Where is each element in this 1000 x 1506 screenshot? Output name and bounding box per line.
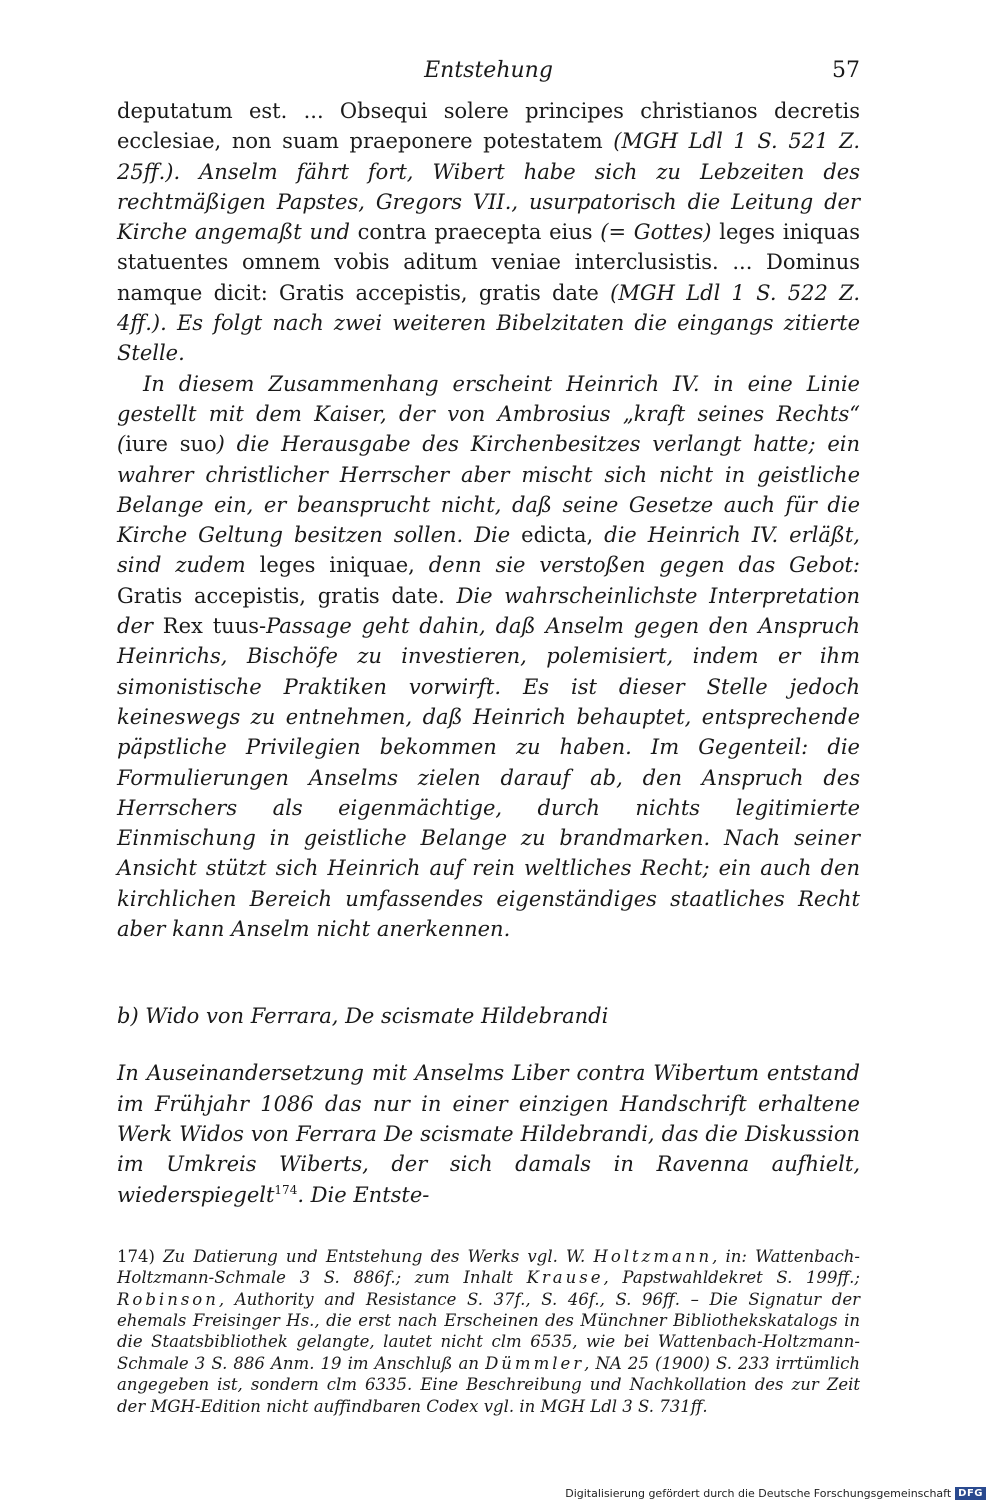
section-heading: b) Wido von Ferrara, De scismate Hildebrandi	[117, 1004, 609, 1029]
author-name: Krause	[526, 1268, 604, 1288]
text-run: Gratis accepistis, gratis date.	[117, 583, 457, 608]
page-number: 57	[832, 58, 860, 83]
running-head-title: Entstehung	[424, 58, 553, 83]
text-run: 174)	[117, 1246, 164, 1266]
book-page	[117, 58, 860, 1488]
text-run: Zu Datierung und Entstehung des Werks vgl. W.	[163, 1246, 594, 1266]
paragraph	[117, 96, 860, 369]
text-run: (= Gottes)	[600, 220, 720, 245]
author-name: Robinson	[117, 1289, 219, 1309]
section-paragraph-tail: . Die Entste-	[297, 1182, 430, 1207]
text-run: ) die Herausgabe des Kirchenbesitzes verlangt hatte; ein wahrer christlicher Herrscher aber mischt sich nicht in geistliche Belange ein, er beansprucht nicht, daß seine Gesetze auch für die Kirche Geltung besitzen sollen. Die	[117, 432, 860, 548]
text-run: contra praecepta eius	[357, 220, 601, 245]
author-name: Holtzmann	[593, 1246, 713, 1266]
text-run: leges iniquas statuentes omnem vobis aditum veniae interclusistis. ... Dominus namque dicit: Gratis accepistis, gratis date	[117, 220, 860, 305]
text-run: , Authority and Resistance S. 37f., S. 46f., S. 96ff. – Die Signatur der ehemals Freisinger Hs., die erst nach Erscheinen des Münchner Bibliothekskatalogs in die Staatsbibliothek gelangte, lautet nicht clm 6535, wie bei Wattenbach-Holtzmann-Schmale 3 S. 886 Anm. 19 im Anschluß an	[117, 1289, 860, 1373]
footnote-reference[interactable]: 174	[274, 1182, 298, 1197]
main-text	[117, 96, 860, 1210]
section-paragraph-text: In Auseinandersetzung mit Anselms Liber contra Wibertum entstand im Frühjahr 1086 das nur in einer einzigen Handschrift erhaltene Werk Widos von Ferrara De scismate Hildebrandi, das die Diskussion im Umkreis Wiberts, der sich damals in Ravenna aufhielt, wiederspiegelt	[117, 1061, 860, 1207]
digitization-notice-text: Digitalisierung gefördert durch die Deutsche Forschungsgemeinschaft	[565, 1487, 952, 1500]
footnote-174	[117, 1246, 860, 1417]
text-run: Passage geht dahin, daß Anselm gegen den Anspruch Heinrichs, Bischöfe zu investieren, polemisiert, indem er ihm simonistische Praktiken vorwirft. Es ist dieser Stelle jedoch keineswegs zu entnehmen, daß Heinrich behauptet, entsprechende päpstliche Privilegien bekommen zu haben. Im Gegenteil: die Formulierungen Anselms zielen darauf ab, den Anspruch des Herrschers als eigenmächtige, durch nichts legitimierte Einmischung in geistliche Belange zu brandmarken. Nach seiner Ansicht stützt sich Heinrich auf rein weltliches Recht; ein auch den kirchlichen Bereich umfassendes eigenständiges staatliches Recht aber kann Anselm nicht anerkennen.	[117, 614, 860, 942]
running-head	[117, 58, 860, 96]
text-run: leges iniquae,	[259, 553, 429, 578]
author-name: Dümmler	[485, 1353, 585, 1373]
text-run: edicta,	[521, 523, 605, 548]
text-run: (MGH Ldl 1 S. 521 Z. 25ff.). Anselm fährt fort, Wibert habe sich zu Lebzeiten des rechtmäßigen Papstes, Gregors VII., usurpatorisch die Leitung der Kirche angemaßt und	[117, 129, 860, 245]
text-run: die Heinrich IV. erläßt, sind zudem	[117, 523, 860, 578]
text-run: Rex tuus-	[162, 614, 267, 639]
text-run: iure suo	[125, 432, 217, 457]
paragraph	[117, 369, 860, 945]
text-run: In diesem Zusammenhang erscheint Heinrich IV. in eine Linie gestellt mit dem Kaiser, der von Ambrosius „kraft seines Rechts“ (	[117, 371, 860, 457]
text-run: deputatum est. ... Obsequi solere principes christianos decretis ecclesiae, non suam praeponere potestatem	[117, 99, 860, 154]
text-run: , NA 25 (1900) S. 233 irrtümlich angegeben ist, sondern clm 6335. Eine Beschreibung und Nachkollation des zur Zeit der MGH-Edition nicht auffindbaren Codex vgl. in MGH Ldl 3 S. 731ff.	[117, 1353, 860, 1416]
digitization-notice	[565, 1487, 986, 1500]
text-run: denn sie verstoßen gegen das Gebot:	[428, 553, 860, 578]
text-run: Die wahrscheinlichste Interpretation der	[117, 583, 861, 639]
text-run: , Papstwahldekret S. 199ff.;	[603, 1268, 860, 1288]
dfg-logo: DFG	[955, 1487, 986, 1500]
paragraph	[117, 1058, 860, 1209]
text-run: , in: Wattenbach-Holtzmann-Schmale 3 S. 886f.; zum Inhalt	[117, 1246, 860, 1288]
text-run: (MGH Ldl 1 S. 522 Z. 4ff.). Es folgt nach zwei weiteren Bibelzitaten die eingangs zitierte Stelle.	[117, 280, 860, 366]
